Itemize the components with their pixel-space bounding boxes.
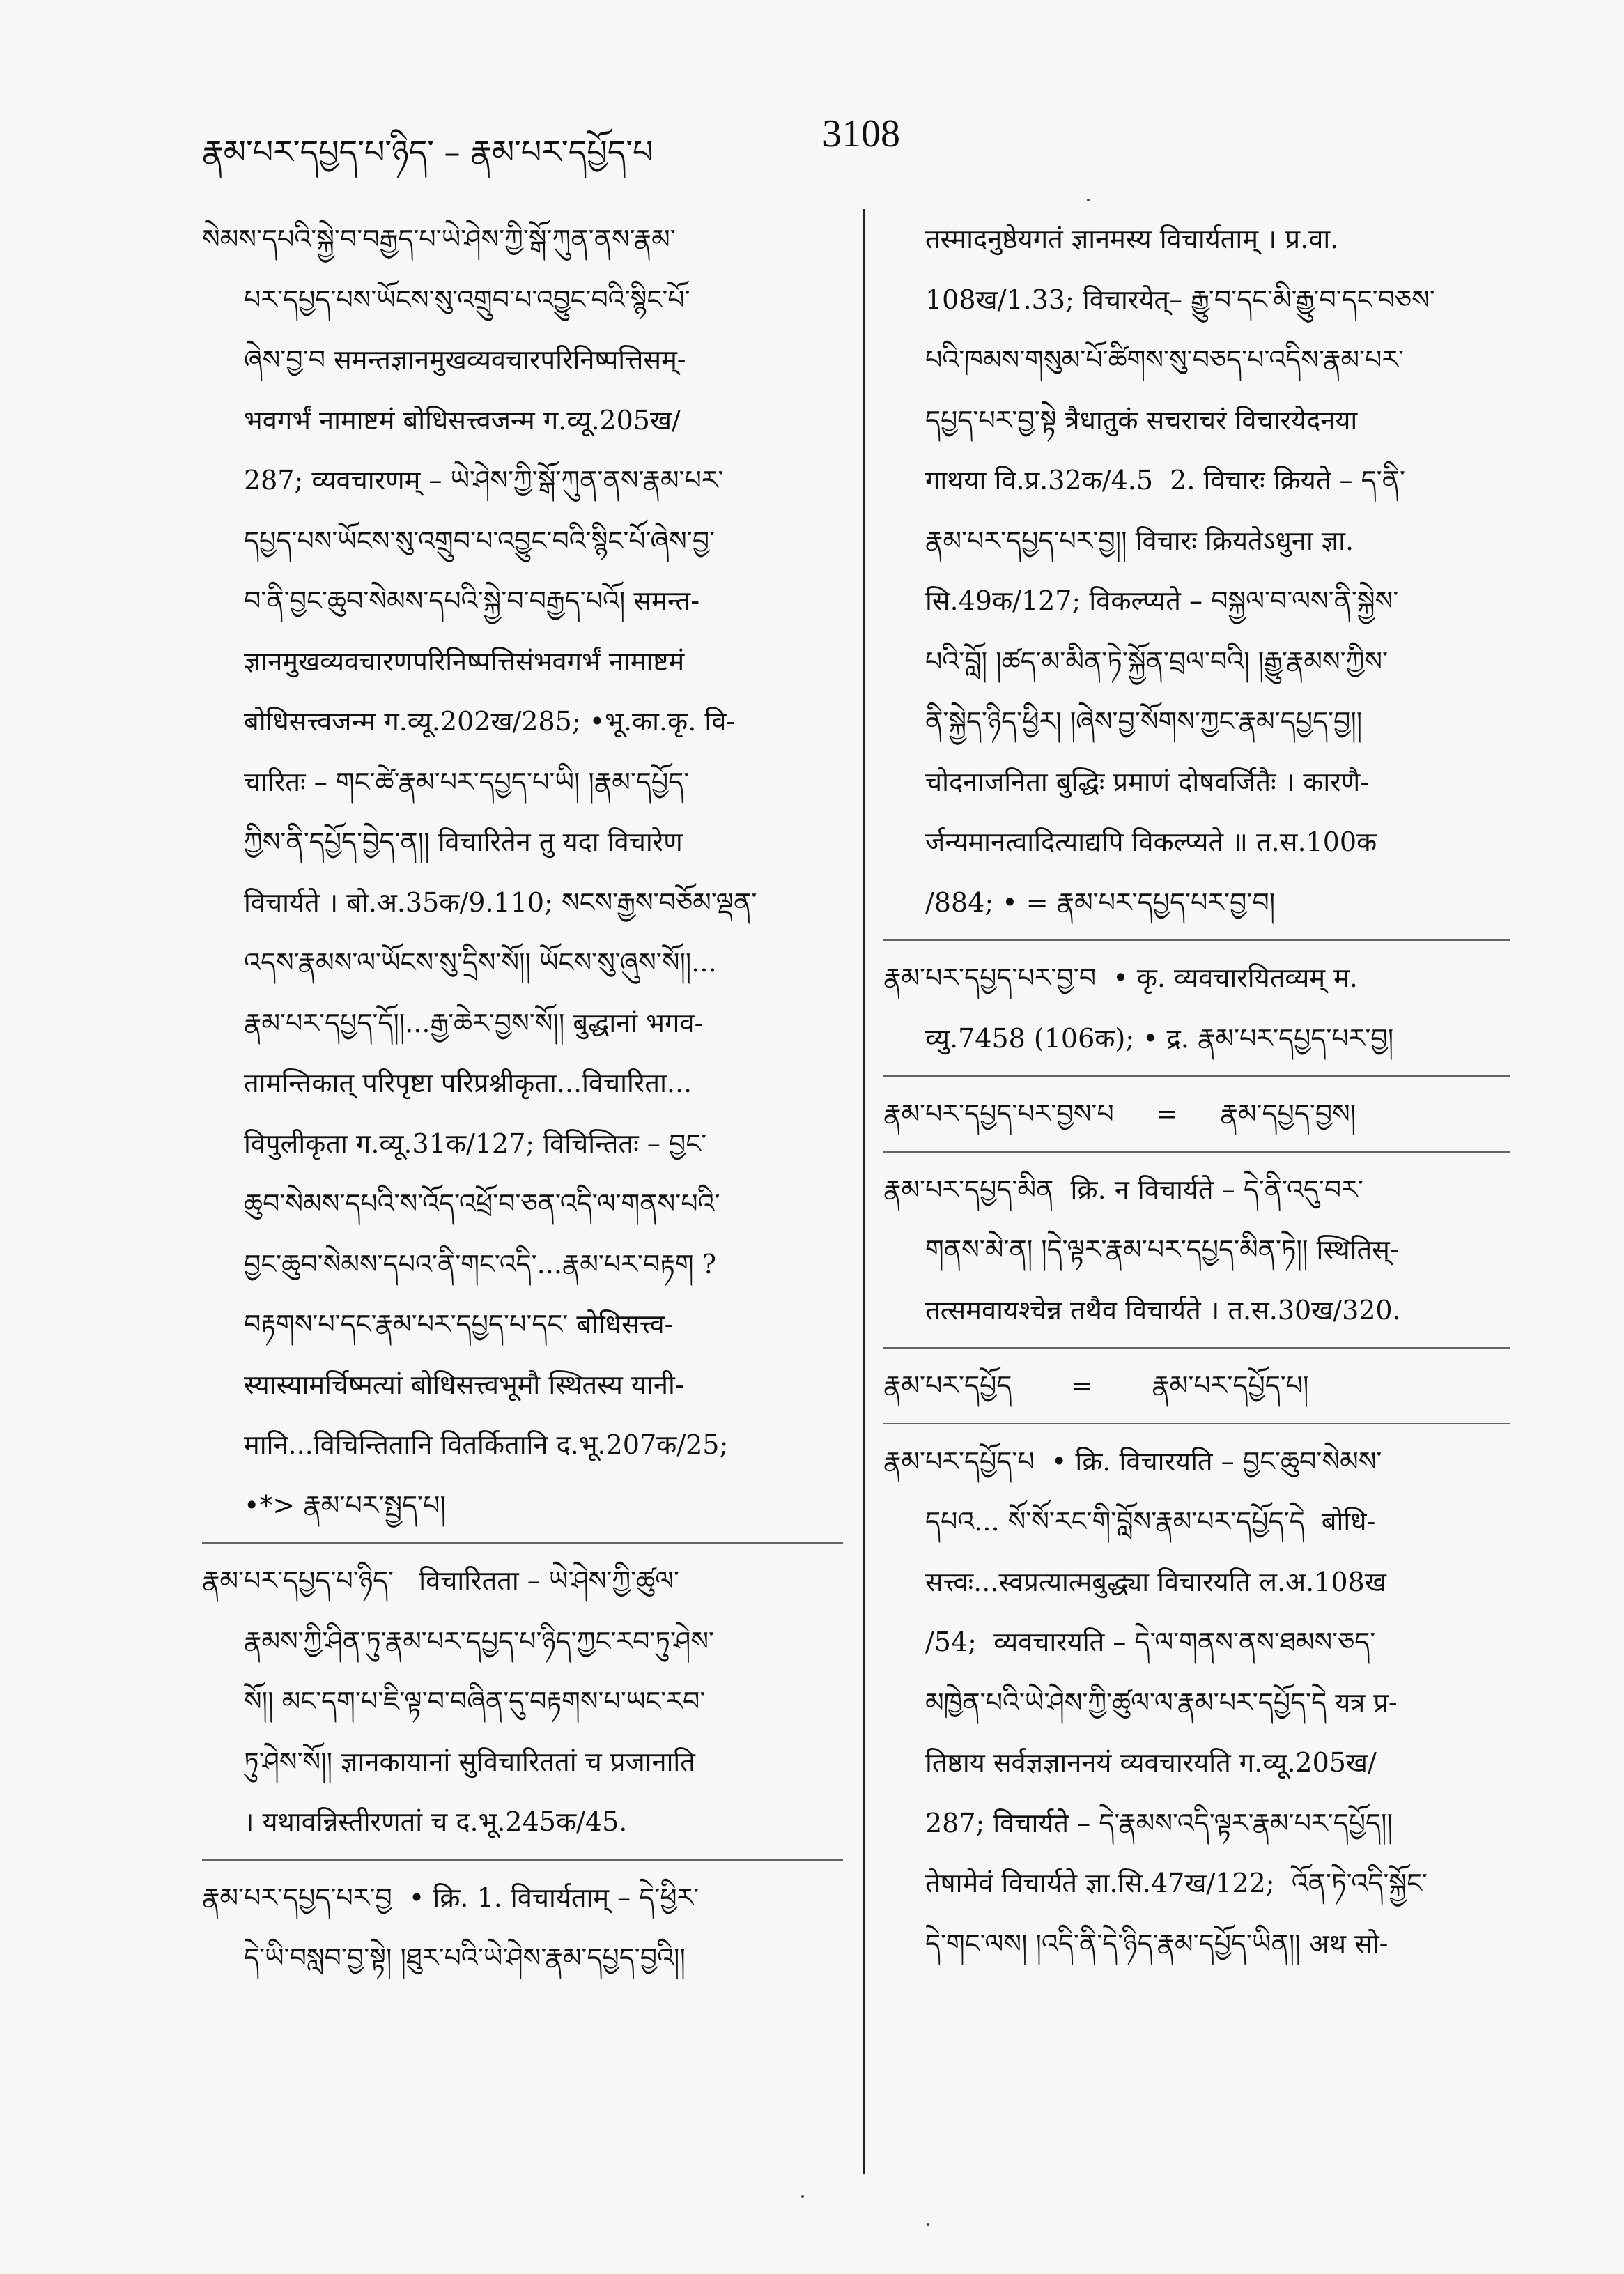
scan-speck bbox=[801, 2195, 804, 2198]
entry-text bbox=[883, 1084, 1510, 1144]
entry-line: པའི་ཁམས་གསུམ་པོ་ཚིགས་སུ་བཅད་པ་འདིས་རྣམ་པར་ bbox=[925, 344, 1405, 375]
entry-line: རྣམ་པར་དཔྱད་མིན क्रि. न विचार्यते – དེ་ནི་འདུ་བར་ bbox=[883, 1174, 1363, 1205]
column-divider bbox=[863, 209, 865, 2174]
entry-line: ཆུབ་སེམས་དཔའི་ས་འོད་འཕྲོ་བ་ཅན་འདི་ལ་གནས་པའི་ bbox=[244, 1188, 720, 1219]
entry-line: པའི་བློ། །ཚད་མ་མིན་ཏེ་སྐྱོན་བྲལ་བའི། །རྒྱུ་རྣམས་ཀྱིས་ bbox=[925, 645, 1388, 677]
entry-line: •*> རྣམ་པར་སྤྱད་པ། bbox=[244, 1489, 446, 1521]
entry-line: /54; व्यवचारयति – དེ་ལ་གནས་ནས་ཐམས་ཅད་ bbox=[925, 1627, 1376, 1657]
entry-line: ཞེས་བྱ་བ समन्तज्ञानमुखव्यवचारपरिनिष्पत्तिसम्- bbox=[244, 344, 686, 375]
entry-line: स्यास्यामर्चिष्मत्यां बोधिसत्त्वभूमौ स्थितस्य यानी- bbox=[244, 1369, 684, 1400]
entry-line: བ་ནི་བྱང་ཆུབ་སེམས་དཔའི་སྐྱེ་བ་བརྒྱད་པའོ། समन्त- bbox=[244, 585, 700, 616]
dictionary-entry bbox=[202, 1868, 843, 1988]
entry-line: तिष्ठाय सर्वज्ञज्ञाननयं व्यवचारयति ग.व्यू.205ख/ bbox=[925, 1747, 1377, 1778]
page-header bbox=[202, 112, 1456, 174]
left-column bbox=[202, 209, 843, 1988]
entry-line: मानि...विचिन्तितानि वितर्कितानि द.भू.207क/25; bbox=[244, 1429, 729, 1460]
dictionary-entry bbox=[883, 209, 1510, 932]
entry-separator bbox=[202, 1852, 843, 1868]
entry-line: ནི་སྐྱེད་ཉིད་ཕྱིར། །ཞེས་བྱ་སོགས་ཀྱང་རྣམ་དཔྱད་བྱ།། bbox=[925, 706, 1363, 737]
dictionary-entry bbox=[883, 1084, 1510, 1144]
entry-line: ཏུ་ཤེས་སོ།། ज्ञानकायानां सुविचारिततां च प्रजानाति bbox=[244, 1746, 695, 1777]
dictionary-entry bbox=[883, 1431, 1510, 1974]
entry-separator bbox=[883, 1340, 1510, 1355]
entry-line: སེམས་དཔའི་སྐྱེ་བ་བརྒྱད་པ་ཡེ་ཤེས་ཀྱི་སྒོ་ཀུན་ནས་རྣམ་ bbox=[202, 224, 676, 254]
scan-speck bbox=[927, 2223, 929, 2226]
entry-line: र्जन्यमानत्वादित्याद्यपि विकल्प्यते ॥ त.स.100क bbox=[925, 827, 1377, 857]
entry-line: तेषामेवं विचार्यते ज्ञा.सि.47ख/122; འོན་ཏེ་འདི་སྐྱོང་ bbox=[925, 1868, 1428, 1898]
entry-line: तामन्तिकात् परिपृष्टा परिप्रश्नीकृता...विचारिता... bbox=[244, 1068, 693, 1098]
right-column bbox=[883, 209, 1510, 1974]
entry-text bbox=[883, 1160, 1510, 1341]
entry-line: གནས་མེ་ན། །དེ་ལྟར་རྣམ་པར་དཔྱད་མིན་ཏེ།། स्थितिस्- bbox=[925, 1234, 1399, 1265]
running-head: རྣམ་པར་དཔྱད་པ་ཉིད་ – རྣམ་པར་དཔྱོད་པ bbox=[202, 133, 654, 171]
entry-line: गाथया वि.प्र.32क/4.5 2. विचारः क्रियते – ད་ནི་ bbox=[925, 465, 1405, 495]
entry-line: སོ།། མང་དག་པ་ཇི་ལྟ་བ་བཞིན་དུ་བརྟགས་པ་ཡང་རབ་ bbox=[244, 1686, 706, 1716]
entry-line: तस्मादनुष्ठेयगतं ज्ञानमस्य विचार्यताम् । प्र.वा. bbox=[925, 224, 1339, 254]
entry-line: विचार्यते । बो.अ.35क/9.110; སངས་རྒྱས་བཅོམ་ལྡན་ bbox=[244, 886, 757, 918]
page-number: 3108 bbox=[822, 112, 900, 155]
entry-line: རྣམ་པར་དཔྱད་པར་བྱ • क्रि. 1. विचार्यताम् – དེ་ཕྱིར་ bbox=[202, 1882, 699, 1913]
dictionary-entry bbox=[883, 1160, 1510, 1341]
entry-separator bbox=[202, 1535, 843, 1551]
entry-line: རྣམ་པར་དཔྱད་པར་བྱ་བ • कृ. व्यवचारयितव्यम् म. bbox=[883, 962, 1358, 993]
entry-line: भवगर्भं नामाष्टमं बोधिसत्त्वजन्म ग.व्यू.205ख/ bbox=[244, 404, 681, 436]
entry-line: རྣམས་ཀྱི་ཤིན་ཏུ་རྣམ་པར་དཔྱད་པ་ཉིད་ཀྱང་རབ་ཏུ་ཤེས་ bbox=[244, 1625, 714, 1657]
entry-line: /884; • = རྣམ་པར་དཔྱད་པར་བྱ་བ། bbox=[925, 886, 1276, 918]
entry-line: འདས་རྣམས་ལ་ཡོངས་སུ་དྲིས་སོ།། ཡོངས་སུ་ཞུས་སོ།།... bbox=[244, 947, 717, 978]
entry-line: དཔྱད་པར་བྱ་སྟེ त्रैधातुकं सचराचरं विचारयेदनया bbox=[925, 404, 1358, 436]
entry-line: सत्त्वः...स्वप्रत्यात्मबुद्ध्या विचारयति ल.अ.108ख bbox=[925, 1566, 1386, 1597]
entry-line: དེ་ཡི་བསླབ་བྱ་སྟེ། །ཐུར་པའི་ཡེ་ཤེས་རྣམ་དཔྱད་བྱའི།། bbox=[244, 1942, 686, 1973]
entry-text bbox=[202, 1551, 843, 1852]
dictionary-entry bbox=[202, 209, 843, 1535]
entry-separator bbox=[883, 1416, 1510, 1431]
entry-line: विपुलीकृता ग.व्यू.31क/127; विचिन्तितः – བྱང་ bbox=[244, 1128, 707, 1159]
scan-speck bbox=[1087, 199, 1090, 201]
entry-line: རྣམ་པར་དཔྱད་དོ།།...རྒྱ་ཆེར་བྱས་སོ།། बुद्धानां भगव- bbox=[244, 1007, 704, 1038]
entry-text bbox=[883, 948, 1510, 1068]
dictionary-entry bbox=[883, 948, 1510, 1068]
entry-line: རྣམ་པར་དཔྱོད་པ • क्रि. विचारयति – བྱང་ཆུབ་སེམས་ bbox=[883, 1445, 1382, 1477]
entry-separator bbox=[883, 1144, 1510, 1160]
entry-line: व्यु.7458 (106क); • द्र. རྣམ་པར་དཔྱད་པར་བྱ། bbox=[925, 1022, 1394, 1054]
entry-line: བྱང་ཆུབ་སེམས་དཔའ་ནི་གང་འདི་...རྣམ་པར་བརྟག ? bbox=[244, 1248, 717, 1280]
entry-line: सि.49क/127; विकल्प्यते – བསྐྱལ་བ་ལས་ནི་སྐྱེས་ bbox=[925, 585, 1399, 616]
entry-line: बोधिसत्त्वजन्म ग.व्यू.202ख/285; •भू.का.कृ. वि- bbox=[244, 706, 736, 737]
entry-line: བརྟགས་པ་དང་རྣམ་པར་དཔྱད་པ་དང་ बोधिसत्त्व- bbox=[244, 1309, 674, 1339]
entry-separator bbox=[883, 932, 1510, 948]
entry-line: རྣམ་པར་དཔྱད་པ་ཉིད་ विचारितता – ཡེ་ཤེས་ཀྱི་ཚུལ་ bbox=[202, 1565, 680, 1596]
entry-line: चारितः – གང་ཚེ་རྣམ་པར་དཔྱད་པ་ཡི། །རྣམ་དཔྱོད་ bbox=[244, 766, 690, 797]
entry-line: चोदनाजनिता बुद्धिः प्रमाणं दोषवर्जितैः । कारणै- bbox=[925, 766, 1370, 797]
entry-line: དེ་གང་ལས། །འདི་ནི་དེ་ཉིད་རྣམ་དཔྱོད་ཡིན།། अथ सो- bbox=[925, 1928, 1389, 1959]
entry-text bbox=[202, 1868, 843, 1988]
entry-line: རྣམ་པར་དཔྱད་པར་བྱས་པ = རྣམ་དཔྱད་བྱས། bbox=[883, 1098, 1356, 1129]
entry-separator bbox=[883, 1068, 1510, 1084]
entry-line: 108ख/1.33; विचारयेत्– རྒྱུ་བ་དང་མི་རྒྱུ་བ་དང་བཅས་ bbox=[925, 284, 1435, 315]
entry-line: । यथावन्निस्तीरणतां च द.भू.245क/45. bbox=[244, 1806, 628, 1837]
dictionary-entry bbox=[883, 1355, 1510, 1416]
entry-line: མཁྱེན་པའི་ཡེ་ཤེས་ཀྱི་ཚུལ་ལ་རྣམ་པར་དཔྱོད་དེ यत्र प्र- bbox=[925, 1687, 1398, 1718]
entry-line: པར་དཔྱད་པས་ཡོངས་སུ་འགྲུབ་པ་འབྱུང་བའི་སྙིང་པོ་ bbox=[244, 284, 690, 315]
entry-text bbox=[883, 1355, 1510, 1416]
entry-line: 287; व्यवचारणम् – ཡེ་ཤེས་ཀྱི་སྒོ་ཀུན་ནས་རྣམ་པར་ bbox=[244, 465, 724, 495]
entry-line: དཔྱད་པས་ཡོངས་སུ་འགྲུབ་པ་འབྱུང་བའི་སྙིང་པོ་ཞེས་བྱ་ bbox=[244, 525, 716, 556]
entry-text bbox=[883, 1431, 1510, 1974]
entry-line: ज्ञानमुखव्यवचारणपरिनिष्पत्तिसंभवगर्भं नामाष्टमं bbox=[244, 645, 685, 677]
entry-line: 287; विचार्यते – དེ་རྣམས་འདི་ལྟར་རྣམ་པར་དཔྱོད།། bbox=[925, 1807, 1393, 1838]
entry-line: དཔའ... སོ་སོ་རང་གི་བློས་རྣམ་པར་དཔྱོད་དེ बोधि- bbox=[925, 1506, 1376, 1537]
entry-line: ཀྱིས་ནི་དཔྱོད་བྱེད་ན།། विचारितेन तु यदा विचारेण bbox=[244, 827, 683, 857]
entry-line: རྣམ་པར་དཔྱོད = རྣམ་པར་དཔྱོད་པ། bbox=[883, 1370, 1309, 1401]
entry-text bbox=[202, 209, 843, 1535]
dictionary-entry bbox=[202, 1551, 843, 1852]
entry-text bbox=[883, 209, 1510, 932]
entry-line: तत्समवायश्चेन्न तथैव विचार्यते । त.स.30ख/320. bbox=[925, 1294, 1401, 1326]
entry-line: རྣམ་པར་དཔྱད་པར་བྱ།། विचारः क्रियतेऽधुना ज्ञा. bbox=[925, 525, 1354, 556]
